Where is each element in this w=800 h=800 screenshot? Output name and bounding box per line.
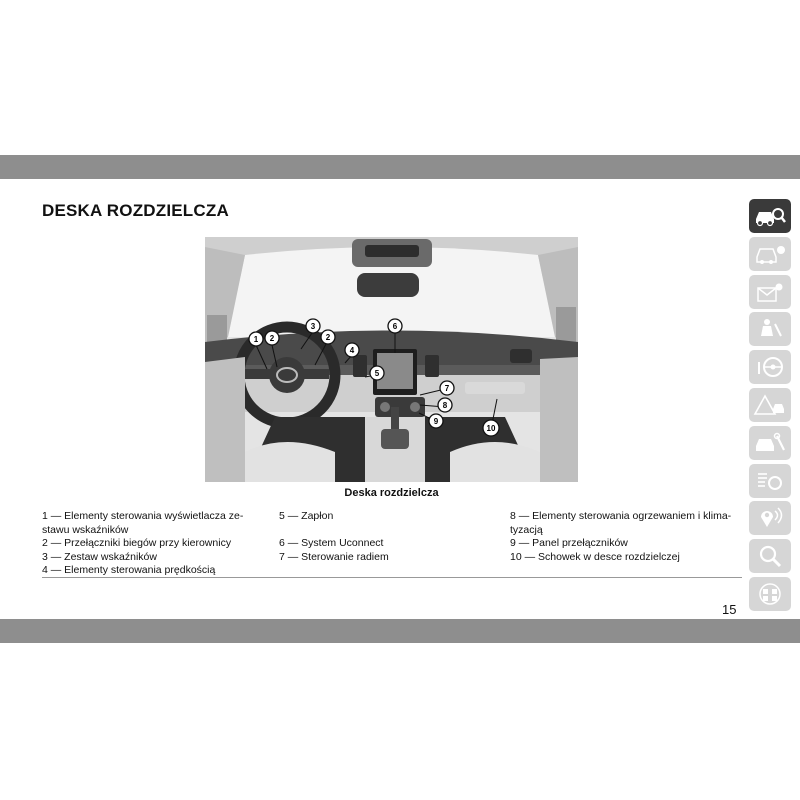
figure-caption: Deska rozdzielcza [344, 487, 439, 499]
legend-item: 2 — Przełączniki biegów przy kierownicy [42, 537, 232, 549]
svg-text:9: 9 [433, 417, 439, 426]
legend-column-1 [42, 510, 257, 578]
callout-3 [306, 319, 320, 333]
svg-text:7: 7 [444, 384, 450, 393]
svg-text:2: 2 [325, 333, 331, 342]
svg-text:2: 2 [269, 334, 275, 343]
footer-rule [42, 577, 742, 578]
legend-column-3 [510, 510, 745, 564]
car-info-icon [753, 241, 787, 267]
callout-4 [345, 343, 359, 357]
legend-column-2 [279, 510, 489, 564]
steering-wheel-icon [753, 354, 787, 380]
legend-item: 10 — Schowek w desce rozdzielczej [510, 550, 680, 563]
page-number: 15 [722, 602, 737, 617]
callout-2a [265, 331, 279, 345]
callout-5 [370, 366, 384, 380]
svg-text:4: 4 [349, 346, 355, 355]
tab-steering-wheel[interactable] [749, 350, 791, 384]
callout-2b [321, 330, 335, 344]
tab-envelope-sun[interactable] [749, 275, 791, 309]
alphabet-index-icon [753, 581, 787, 607]
svg-text:1: 1 [253, 335, 259, 344]
dashboard-photo [205, 237, 578, 482]
svg-text:5: 5 [374, 369, 380, 378]
callout-8 [438, 398, 452, 412]
warning-triangle-car-icon [753, 392, 787, 418]
legend-item: 3 — Zestaw wskaźników [42, 550, 157, 563]
callout-9 [429, 414, 443, 428]
svg-text:6: 6 [392, 322, 398, 331]
legend-item: 4 — Elementy sterowania prędkością [42, 564, 216, 576]
search-magnifier-icon [753, 543, 787, 569]
legend-item: 5 — Zapłon [279, 510, 334, 522]
tab-car-info[interactable] [749, 237, 791, 271]
svg-text:8: 8 [442, 401, 448, 410]
tab-gear-list[interactable] [749, 464, 791, 498]
chapter-tabs [749, 199, 791, 615]
legend-item: 8 — Elementy sterowania ogrzewaniem i klima- tyzacją [510, 510, 732, 536]
page-title: DESKA ROZDZIELCZA [42, 201, 229, 220]
callout-6 [388, 319, 402, 333]
callout-1 [249, 332, 263, 346]
svg-text:3: 3 [310, 322, 316, 331]
callout-7 [440, 381, 454, 395]
svg-text:10: 10 [486, 424, 496, 433]
legend-item: 6 — System Uconnect [279, 537, 384, 549]
legend-item: 7 — Sterowanie radiem [279, 550, 389, 563]
map-pin-signal-icon [753, 505, 787, 531]
tab-seat-person[interactable] [749, 312, 791, 346]
tab-alphabet-index[interactable] [749, 577, 791, 611]
car-wrench-icon [753, 430, 787, 456]
envelope-sun-icon [753, 279, 787, 305]
legend-item: 1 — Elementy sterowania wyświetlacza ze- stawu wskaźników [42, 510, 244, 536]
tab-map-pin[interactable] [749, 501, 791, 535]
car-magnifier-icon [753, 203, 787, 229]
gear-list-icon [753, 468, 787, 494]
tab-car-wrench[interactable] [749, 426, 791, 460]
legend-spacer [279, 524, 489, 538]
legend-item: 9 — Panel przełączników [510, 537, 628, 549]
footer-band [0, 619, 800, 643]
tab-car-magnifier[interactable] [749, 199, 791, 233]
callout-10 [483, 420, 499, 436]
header-band [0, 155, 800, 179]
tab-search[interactable] [749, 539, 791, 573]
tab-warning-triangle[interactable] [749, 388, 791, 422]
seat-person-icon [753, 316, 787, 342]
